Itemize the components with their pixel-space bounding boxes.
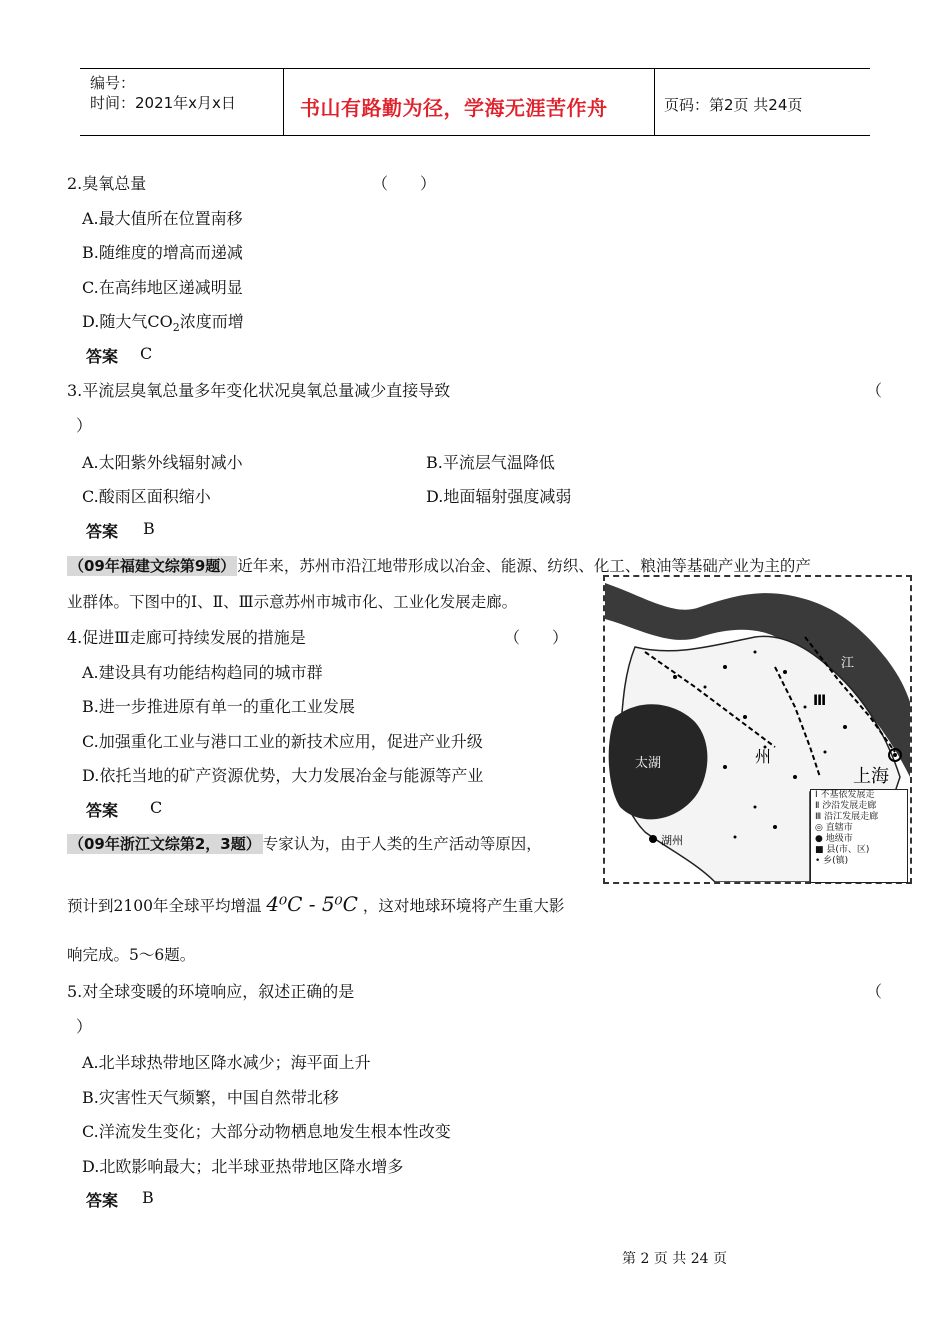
- q4-paren: （ ）: [504, 628, 569, 647]
- zhejiang-text-2a: 预计到2100年全球平均增温: [67, 897, 262, 915]
- q3-option-a: A.太阳紫外线辐射减小: [82, 453, 243, 472]
- legend-item: Ⅰ 不基依发展走: [815, 790, 875, 800]
- map-legend: [810, 789, 908, 883]
- fujian-intro: [67, 554, 811, 576]
- time-label: 时间：2021年x月x日: [90, 94, 236, 112]
- q5-option-a: A.北半球热带地区降水减少；海平面上升: [82, 1053, 371, 1072]
- q3-option-c: C.酸雨区面积缩小: [82, 487, 211, 506]
- zhejiang-intro: [67, 832, 542, 854]
- huzhou-marker: [649, 835, 657, 843]
- q4-answer: C: [150, 798, 163, 817]
- fujian-text-2: 业群体。下图中的Ⅰ、Ⅱ、Ⅲ示意苏州市城市化、工业化发展走廊。: [67, 593, 518, 611]
- q5-option-c: C.洋流发生变化；大部分动物栖息地发生根本性改变: [82, 1122, 451, 1141]
- q5-option-d: D.北欧影响最大；北半球亚热带地区降水增多: [82, 1157, 404, 1176]
- q4-option-b: B.进一步推进原有单一的重化工业发展: [82, 697, 355, 716]
- fujian-text-1: 近年来，苏州市沿江地带形成以冶金、能源、纺织、化工、粮油等基础产业为主的产: [237, 557, 811, 575]
- legend-item: Ⅲ 沿江发展走廊: [815, 812, 879, 822]
- zhejiang-text-2: [67, 892, 564, 916]
- zhejiang-text-3: 响完成。5～6题。: [67, 946, 196, 964]
- q5-answer: B: [142, 1188, 154, 1207]
- q2-option-d-tail: 浓度而增: [179, 312, 244, 331]
- legend-item: ● 地级市: [815, 834, 853, 844]
- legend-item: • 乡(镇): [815, 856, 849, 866]
- fujian-source: （09年福建文综第9题）: [69, 557, 236, 575]
- q3-option-d: D.地面辐射强度减弱: [426, 487, 572, 506]
- q4-option-d: D.依托当地的矿产资源优势，大力发展冶金与能源等产业: [82, 766, 484, 785]
- motto: 书山有路勤为径，学海无涯苦作舟: [300, 96, 608, 120]
- suzhou-map: [603, 575, 912, 884]
- taihu-label: 太湖: [635, 756, 662, 771]
- q2-option-d-sub: 2: [172, 321, 180, 335]
- q2-answer-label: 答案: [86, 347, 119, 366]
- legend-item: ◎ 直辖市: [815, 823, 853, 833]
- legend-item: Ⅱ 沙沿发展走廊: [815, 801, 877, 811]
- q3-paren-close: ）: [76, 416, 93, 435]
- huzhou-label: 湖州: [661, 834, 683, 847]
- page-footer: 第 2 页 共 24 页: [622, 1251, 727, 1267]
- q3-answer: B: [143, 519, 155, 538]
- q5-paren-close: ）: [76, 1017, 93, 1036]
- header-divider-right: [654, 68, 655, 136]
- q2-stem: 2.臭氧总量: [67, 174, 147, 193]
- q3-option-b: B.平流层气温降低: [426, 453, 555, 472]
- header-top-rule: [80, 68, 870, 69]
- q4-option-c: C.加强重化工业与港口工业的新技术应用，促进产业升级: [82, 732, 483, 751]
- suzhou-label: 州: [755, 747, 772, 766]
- q5-answer-label: 答案: [86, 1191, 119, 1210]
- q2-answer: C: [140, 344, 153, 363]
- serial-label: 编号：: [90, 74, 136, 92]
- q5-stem: 5.对全球变暖的环境响应，叙述正确的是: [67, 982, 355, 1001]
- q4-answer-label: 答案: [86, 801, 119, 820]
- q5-paren-open: （: [866, 982, 883, 1001]
- header-divider-left: [283, 68, 284, 136]
- header-bottom-rule: [80, 135, 870, 136]
- q3-answer-label: 答案: [86, 522, 119, 541]
- q2-option-a: A.最大值所在位置南移: [82, 209, 243, 228]
- zhejiang-text-1: 专家认为，由于人类的生产活动等原因，: [262, 835, 542, 853]
- q4-option-a: A.建设具有功能结构趋同的城市群: [82, 663, 323, 682]
- temperature-expression: 4⁰C - 5⁰C: [266, 892, 358, 916]
- q2-option-c: C.在高纬地区递减明显: [82, 278, 243, 297]
- shanghai-label: 上海: [853, 766, 889, 787]
- corridor-3-label: Ⅲ: [813, 693, 827, 709]
- q2-option-d-head: D.随大气CO: [82, 312, 173, 331]
- zhejiang-source: （09年浙江文综第2，3题）: [69, 835, 261, 853]
- q2-option-d: [82, 309, 244, 334]
- q2-option-b: B.随维度的增高而递减: [82, 243, 243, 262]
- page-info: 页码：第2页 共24页: [664, 96, 803, 114]
- q2-paren: （ ）: [372, 174, 437, 193]
- q5-option-b: B.灾害性天气频繁，中国自然带北移: [82, 1088, 339, 1107]
- zhejiang-text-2b: ，这对地球环境将产生重大影: [362, 897, 565, 915]
- q3-paren-open: （: [866, 381, 883, 400]
- legend-item: ■ 县(市、区): [815, 845, 870, 855]
- q3-stem: 3.平流层臭氧总量多年变化状况臭氧总量减少直接导致: [67, 381, 451, 400]
- jiang-label: 江: [841, 656, 855, 671]
- q4-stem: 4.促进Ⅲ走廊可持续发展的措施是: [67, 628, 306, 647]
